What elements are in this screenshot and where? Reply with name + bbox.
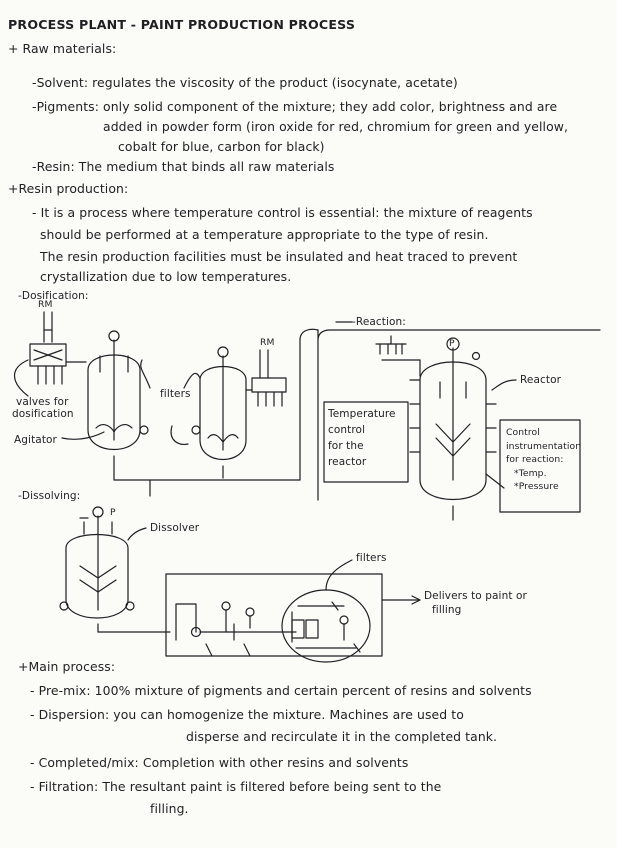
rm-right-label: RM <box>260 337 275 348</box>
dispersion-line-2: disperse and recirculate it in the completed tank. <box>186 729 498 744</box>
instr-line-4: *Temp. <box>514 467 547 479</box>
reaction-heading: -Reaction: <box>352 316 406 328</box>
instr-line-2: instrumentation <box>506 440 582 452</box>
valves-label-2: dosification <box>12 408 74 420</box>
reactor-label: Reactor <box>520 374 562 386</box>
rm-inlet-left <box>44 312 52 342</box>
dissolver-arrow <box>128 528 146 540</box>
filtration-line-2: filling. <box>150 801 189 816</box>
dissolver-tank <box>60 507 134 632</box>
completed-line: - Completed/mix: Completion with other resins and solvents <box>30 755 409 770</box>
pigments-line-2: added in powder form (iron oxide for red, chromium for green and yellow, <box>103 119 569 134</box>
filters-arrow-left <box>141 360 150 388</box>
delivers-line-2: filling <box>432 604 462 616</box>
raw-materials-heading: + Raw materials: <box>8 41 117 56</box>
resin-production-heading: +Resin production: <box>8 181 129 196</box>
instrumentation-text <box>506 428 580 493</box>
filtration-line-1: - Filtration: The resultant paint is filtered before being sent to the <box>30 779 442 794</box>
valves-label-1: valves for <box>16 396 69 408</box>
transfer-pipe <box>114 329 318 480</box>
temperature-control-text <box>328 408 406 468</box>
reactor-vessel <box>410 338 504 520</box>
dosification-tank-middle <box>192 347 246 478</box>
page-title: PROCESS PLANT - PAINT PRODUCTION PROCESS <box>8 17 356 32</box>
filters-housing <box>282 590 370 662</box>
filters-arrow-right <box>184 373 200 388</box>
temp-line-3: for the <box>328 440 364 452</box>
resin-production-line-1: - It is a process where temperature control is essential: the mixture of reagents <box>32 205 533 220</box>
reaction-top-line <box>318 330 600 340</box>
agitator-arrow <box>62 432 104 439</box>
instr-line-1: Control <box>506 427 540 438</box>
resin-production-line-4: crystallization due to low temperatures. <box>40 269 292 284</box>
reactor-gauge-mark: P <box>449 338 455 349</box>
instr-line-5: *Pressure <box>514 481 559 492</box>
dosification-heading: -Dosification: <box>18 290 89 302</box>
reactor-arrow <box>492 380 516 390</box>
filters-label-top: filters <box>160 388 191 400</box>
dosification-tank-left <box>88 331 148 474</box>
dissolver-label: Dissolver <box>150 522 200 534</box>
reactor-inlet <box>376 336 420 376</box>
instr-line-3: for reaction: <box>506 454 564 465</box>
temp-line-1: Temperature <box>328 408 396 420</box>
temp-line-4: reactor <box>328 456 367 468</box>
agitator-label: Agitator <box>14 434 57 446</box>
filters-bottom-arrow <box>326 560 352 590</box>
rm-left-label: RM <box>38 299 53 310</box>
valves-arrow <box>15 360 29 396</box>
dissolver-gauge-mark: P <box>110 507 116 518</box>
filters-label-bottom: filters <box>356 552 387 564</box>
pigments-line-3: cobalt for blue, carbon for black) <box>118 139 325 154</box>
temp-line-2: control <box>328 424 366 436</box>
main-process-heading: +Main process: <box>18 659 116 674</box>
dissolving-heading: -Dissolving: <box>18 490 81 502</box>
pigments-line-1: -Pigments: only solid component of the mixture; they add color, brightness and are <box>32 99 558 114</box>
solvent-line: -Solvent: regulates the viscosity of the product (isocynate, acetate) <box>32 75 458 90</box>
premix-line: - Pre-mix: 100% mixture of pigments and certain percent of resins and solvents <box>30 683 532 698</box>
resin-line: -Resin: The medium that binds all raw materials <box>32 159 335 174</box>
resin-production-line-3: The resin production facilities must be insulated and heat traced to prevent <box>40 249 518 264</box>
dosification-valve-box <box>30 344 86 384</box>
rm-inlet-right <box>246 350 286 406</box>
dispersion-line <box>98 574 382 656</box>
delivers-line-1: Delivers to paint or <box>424 590 527 602</box>
resin-production-line-2: should be performed at a temperature appropriate to the type of resin. <box>40 227 489 242</box>
dispersion-line-1: - Dispersion: you can homogenize the mixture. Machines are used to <box>30 707 464 722</box>
filters-arrow-lower <box>171 426 188 444</box>
